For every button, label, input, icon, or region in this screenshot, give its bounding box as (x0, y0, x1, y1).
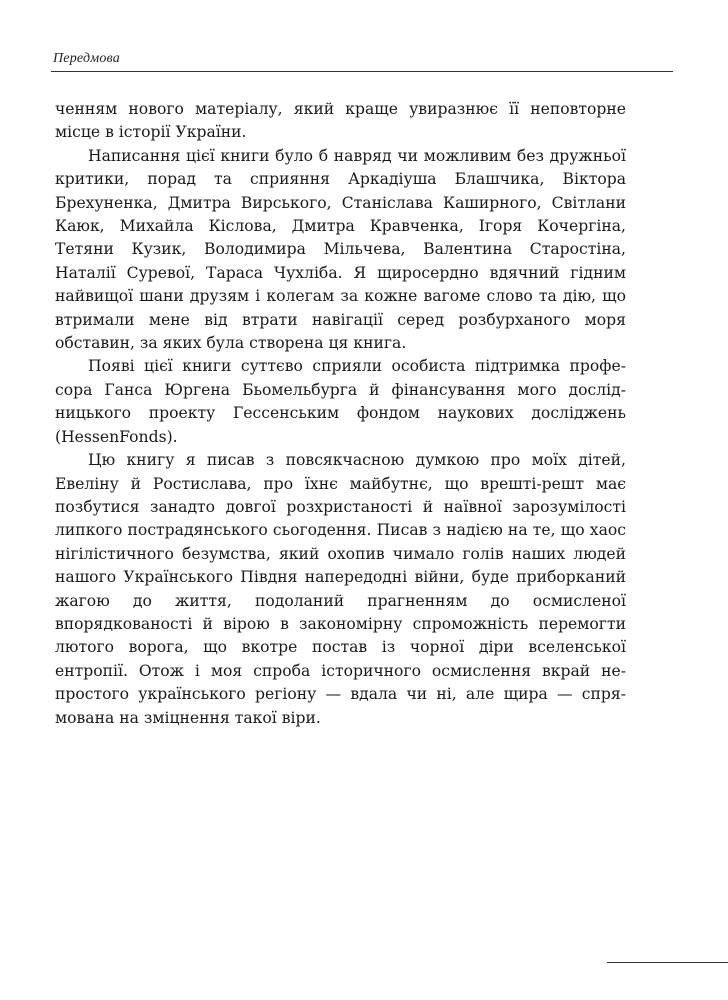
header-rule (51, 71, 673, 72)
body-text (55, 98, 626, 730)
footer-rule (607, 962, 728, 963)
paragraph-funding: Появі цієї книги суттєво сприяли особиста підтримка професора Ганса Юргена Бьомельбурга й фінансування мого дослідницького проекту Гессенським фондом наукових досліджень (HessenFonds). (55, 357, 626, 446)
paragraph-continued: ченням нового матеріалу, який краще увиразнює її неповторне місце в історії України. (55, 100, 626, 142)
paragraph-acknowledgements: Написання цієї книги було б навряд чи можливим без дружньої критики, порад та сприяння Аркадіуша Блашчика, Віктора Брехуненка, Дмитра Вирського, Станіслава Каширного, Світлани Каюк, Михайла Кіслова, Дмитра Кравченка, Ігоря Кочергіна, Тетяни Кузик, Володимира Мільчева, Валентина Старостіна, Наталії Суревої, Тараса Чухліба. Я щиросердно вдячний гідним найвищої шани друзям і колегам за кожне вагоме слово та дію, що втримали мене від втрати навігації серед розбурханого моря обставин, за яких була створена ця книга. (55, 146, 626, 353)
paragraph-dedication: Цю книгу я писав з повсякчасною думкою про моїх дітей, Евеліну й Ростислава, про їхнє майбутнє, що врешті-решт має позбутися занадто довгої розхристаності й наївної зарозумілості липкого пострадянського сьогодення. Писав з надією на те, що хаос нігілістичного безумства, який охопив чимало голів наших людей нашого Українського Півдня напередодні війни, буде приборканий жагою до життя, подоланий прагненням до осмисленої впорядкованості й вірою в закономірну спроможність перемогти лютого ворога, що вкотре постав із чорної діри вселенської ентропії. Отож і моя спроба історичного осмислення вкрай непростого українського регіону — вдала чи ні, але щира — спрямована на зміцнення такої віри. (55, 451, 626, 727)
running-head-title: Передмова (53, 51, 120, 66)
